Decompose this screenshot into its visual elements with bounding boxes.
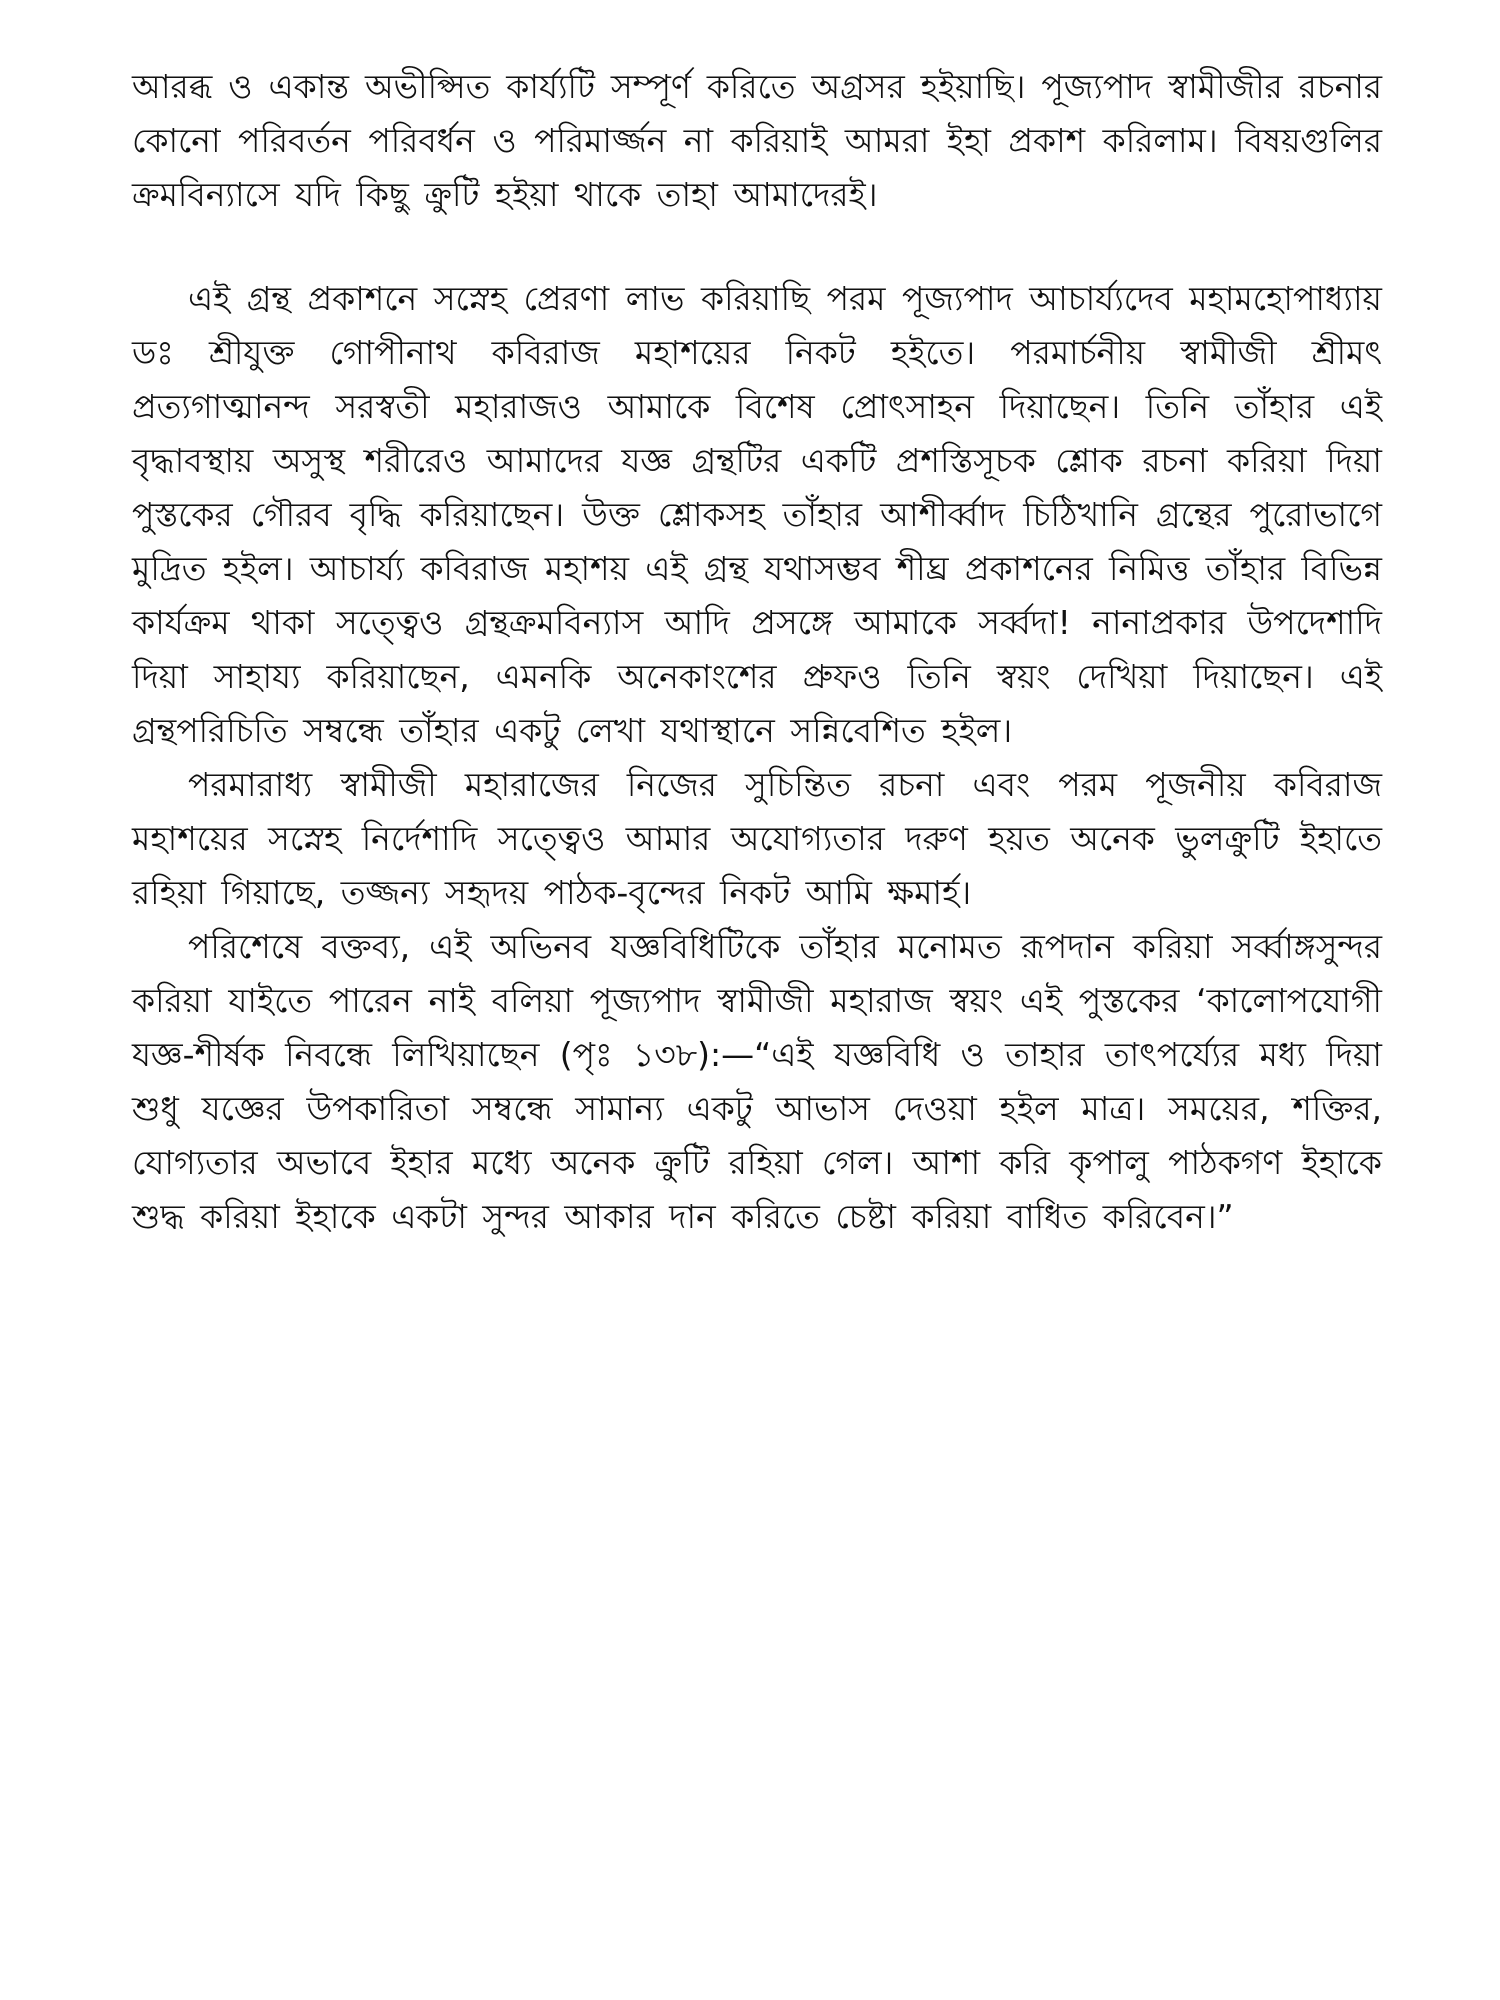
- paragraph-intro: আরব্ধ ও একান্ত অভীপ্সিত কার্য্যটি সম্পূর্ণ করিতে অগ্রসর হইয়াছি। পূজ্যপাদ স্বামীজীর রচনার কোনো পরিবর্তন পরিবর্ধন ও পরিমার্জ্জন না করিয়াই আমরা ইহা প্রকাশ করিলাম। বিষয়গুলির ক্রমবিন্যাসে যদি কিছু ক্রুটি হইয়া থাকে তাহা আমাদেরই।: [132, 67, 1382, 214]
- paragraph-inspiration: এই গ্রন্থ প্রকাশনে সস্নেহ প্রেরণা লাভ করিয়াছি পরম পূজ্যপাদ আচার্য্যদেব মহামহোপাধ্যায় ডঃ শ্রীযুক্ত গোপীনাথ কবিরাজ মহাশয়ের নিকট হইতে। পরমার্চনীয় স্বামীজী শ্রীমৎ প্রত্যগাত্মানন্দ সরস্বতী মহারাজও আমাকে বিশেষ প্রোৎসাহন দিয়াছেন। তিনি তাঁহার এই বৃদ্ধাবস্থায় অসুস্থ শরীরেও আমাদের যজ্ঞ গ্রন্থটির একটি প্রশস্তিসূচক শ্লোক রচনা করিয়া দিয়া পুস্তকের গৌরব বৃদ্ধি করিয়াছেন। উক্ত শ্লোকসহ তাঁহার আশীর্ব্বাদ চিঠিখানি গ্রন্থের পুরোভাগে মুদ্রিত হইল। আচার্য্য কবিরাজ মহাশয় এই গ্রন্থ যথাসম্ভব শীঘ্র প্রকাশনের নিমিত্ত তাঁহার বিভিন্ন কার্যক্রম থাকা সত্ত্বেও গ্রন্থক্রমবিন্যাস আদি প্রসঙ্গে আমাকে সর্ব্বদা! নানাপ্রকার উপদেশাদি দিয়া সাহায্য করিয়াছেন, এমনকি অনেকাংশের প্রুফও তিনি স্বয়ং দেখিয়া দিয়াছেন। এই গ্রন্থপরিচিতি সম্বন্ধে তাঁহার একটু লেখা যথাস্থানে সন্নিবেশিত হইল।: [132, 279, 1382, 750]
- paragraph-conclusion: পরিশেষে বক্তব্য, এই অভিনব যজ্ঞবিধিটিকে তাঁহার মনোমত রূপদান করিয়া সর্ব্বাঙ্গসুন্দর করিয়া যাইতে পারেন নাই বলিয়া পূজ্যপাদ স্বামীজী মহারাজ স্বয়ং এই পুস্তকের ‘কালোপযোগী যজ্ঞ-শীর্ষক নিবন্ধে লিখিয়াছেন (পৃঃ ১৩৮):—“এই যজ্ঞবিধি ও তাহার তাৎপর্য্যের মধ্য দিয়া শুধু যজ্ঞের উপকারিতা সম্বন্ধে সামান্য একটু আভাস দেওয়া হইল মাত্র। সময়ের, শক্তির, যোগ্যতার অভাবে ইহার মধ্যে অনেক ক্রুটি রহিয়া গেল। আশা করি কৃপালু পাঠকগণ ইহাকে শুদ্ধ করিয়া ইহাকে একটা সুন্দর আকার দান করিতে চেষ্টা করিয়া বাধিত করিবেন।”: [132, 927, 1382, 1236]
- paragraph-apology: পরমারাধ্য স্বামীজী মহারাজের নিজের সুচিন্তিত রচনা এবং পরম পূজনীয় কবিরাজ মহাশয়ের সস্নেহ নির্দেশাদি সত্ত্বেও আমার অযোগ্যতার দরুণ হয়ত অনেক ভুলক্রুটি ইহাতে রহিয়া গিয়াছে, তজ্জন্য সহৃদয় পাঠক-বৃন্দের নিকট আমি ক্ষমার্হ।: [132, 765, 1382, 912]
- document-page: [132, 60, 1382, 1244]
